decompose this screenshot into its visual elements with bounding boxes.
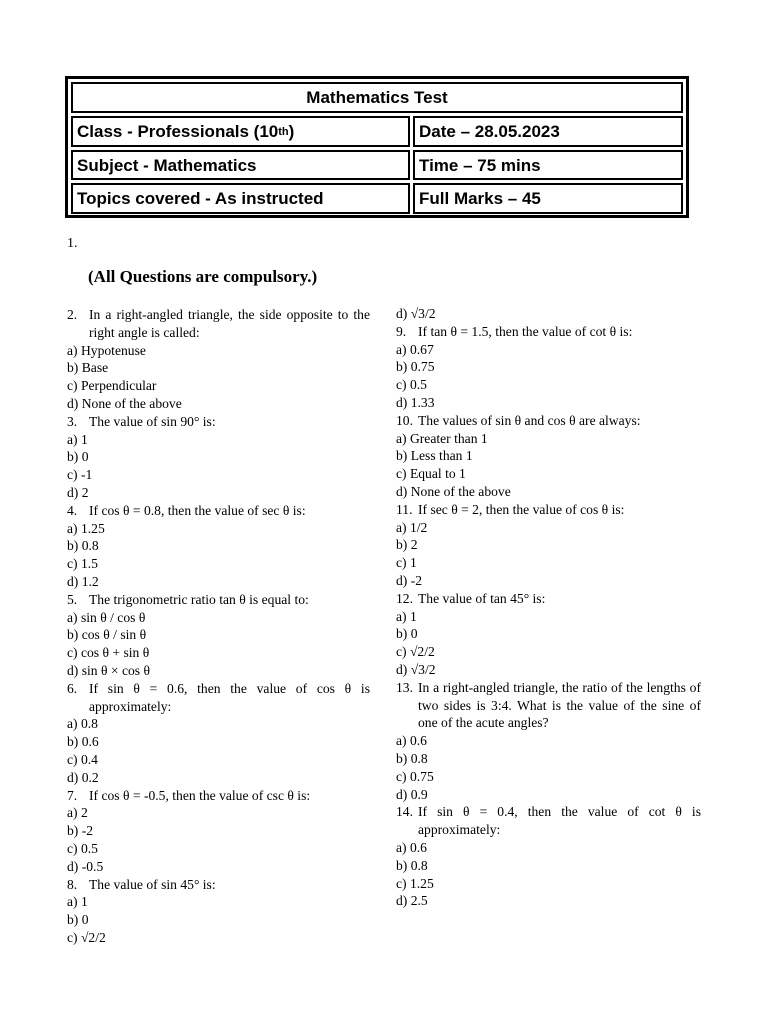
option: a) 1/2 bbox=[396, 519, 428, 535]
question-13 bbox=[396, 679, 701, 804]
option: a) Hypotenuse bbox=[67, 342, 146, 358]
option: b) 0 bbox=[396, 626, 418, 642]
question-number: 7. bbox=[67, 787, 78, 803]
option: d) 2 bbox=[67, 484, 89, 500]
option: a) 1 bbox=[67, 894, 88, 910]
option: b) 0.8 bbox=[396, 857, 428, 873]
option: d) 2.5 bbox=[396, 893, 428, 909]
question-14 bbox=[396, 803, 701, 910]
question-number: 14. bbox=[396, 804, 413, 820]
question-number: 13. bbox=[396, 679, 413, 695]
option: c) 1.25 bbox=[396, 875, 434, 891]
question-number: 4. bbox=[67, 502, 78, 518]
option: b) 0 bbox=[67, 449, 89, 465]
question-number: 9. bbox=[396, 323, 407, 339]
question-12 bbox=[396, 590, 701, 679]
option: b) Less than 1 bbox=[396, 448, 473, 464]
full-marks-cell: Full Marks – 45 bbox=[413, 183, 683, 214]
option: c) 0.75 bbox=[396, 768, 434, 784]
option: b) Base bbox=[67, 360, 109, 376]
question-text: The value of sin 45° is: bbox=[89, 876, 216, 892]
option: d) -0.5 bbox=[67, 858, 104, 874]
option: d) None of the above bbox=[396, 483, 511, 499]
question-text: If sin θ = 0.6, then the value of cos θ is approximately: bbox=[89, 680, 370, 714]
option: d) None of the above bbox=[67, 395, 182, 411]
question-7 bbox=[67, 787, 370, 876]
option: a) 0.8 bbox=[67, 716, 98, 732]
left-question-column bbox=[67, 306, 370, 947]
question-8 bbox=[67, 876, 370, 947]
question-number: 5. bbox=[67, 591, 78, 607]
test-title: Mathematics Test bbox=[71, 82, 683, 113]
question-6 bbox=[67, 680, 370, 787]
question-text: The value of sin 90° is: bbox=[89, 413, 216, 429]
question-text: If sin θ = 0.4, then the value of cot θ is approximately: bbox=[418, 804, 701, 838]
question-3 bbox=[67, 413, 370, 502]
time-cell: Time – 75 mins bbox=[413, 150, 683, 180]
question-number: 2. bbox=[67, 307, 78, 322]
option: d) sin θ × cos θ bbox=[67, 662, 150, 678]
question-text: If tan θ = 1.5, then the value of cot θ is: bbox=[418, 323, 633, 339]
option: d) 1.2 bbox=[67, 573, 99, 589]
option: b) 0.8 bbox=[396, 750, 428, 766]
right-question-column bbox=[396, 305, 701, 910]
class-close: ) bbox=[288, 122, 295, 141]
question-text: If cos θ = -0.5, then the value of csc θ is: bbox=[89, 787, 311, 803]
question-text: The trigonometric ratio tan θ is equal to: bbox=[89, 591, 309, 607]
question-number: 6. bbox=[67, 680, 78, 696]
option: a) 2 bbox=[67, 805, 88, 821]
option: a) Greater than 1 bbox=[396, 430, 488, 446]
option: b) 0.75 bbox=[396, 359, 435, 375]
option: d) 1.33 bbox=[396, 394, 435, 410]
option: b) -2 bbox=[67, 823, 94, 839]
option: d) √3/2 bbox=[396, 306, 436, 321]
question-number-1: 1. bbox=[67, 236, 78, 251]
option: a) 1 bbox=[396, 608, 417, 624]
option: d) 0.9 bbox=[396, 786, 428, 802]
option: a) 1 bbox=[67, 431, 88, 447]
question-text: The values of sin θ and cos θ are always: bbox=[418, 412, 641, 428]
question-text: If cos θ = 0.8, then the value of sec θ is: bbox=[89, 502, 306, 518]
option: b) 0.8 bbox=[67, 538, 99, 554]
instruction-text: (All Questions are compulsory.) bbox=[88, 267, 318, 286]
question-text: If sec θ = 2, then the value of cos θ is: bbox=[418, 501, 625, 517]
question-text: The value of tan 45° is: bbox=[418, 590, 546, 606]
question-4 bbox=[67, 502, 370, 591]
question-10 bbox=[396, 412, 701, 501]
question-11 bbox=[396, 501, 701, 590]
option: b) 2 bbox=[396, 537, 418, 553]
question-number: 12. bbox=[396, 590, 413, 606]
question-text: In a right-angled triangle, the ratio of the lengths of two sides is 3:4. What is the value of the sine of one of the acute angles? bbox=[418, 679, 701, 731]
option: a) 1.25 bbox=[67, 520, 105, 536]
question-number: 3. bbox=[67, 413, 78, 429]
option: a) 0.6 bbox=[396, 733, 427, 749]
question-number: 8. bbox=[67, 876, 78, 892]
option: d) √3/2 bbox=[396, 661, 436, 677]
class-cell: Class - Professionals (10 th ) bbox=[71, 116, 410, 147]
option: c) Equal to 1 bbox=[396, 466, 466, 482]
question-5 bbox=[67, 591, 370, 680]
option: c) Perpendicular bbox=[67, 378, 157, 394]
option: a) 0.67 bbox=[396, 341, 434, 357]
option: c) 0.5 bbox=[396, 377, 427, 393]
option: c) 0.4 bbox=[67, 751, 98, 767]
option: c) √2/2 bbox=[396, 644, 435, 660]
question-number: 11. bbox=[396, 501, 413, 517]
option: d) 0.2 bbox=[67, 769, 99, 785]
option: c) 0.5 bbox=[67, 840, 98, 856]
question-number: 10. bbox=[396, 412, 413, 428]
option: a) sin θ / cos θ bbox=[67, 609, 146, 625]
class-label: Class - Professionals (10 bbox=[77, 122, 279, 141]
option: c) 1 bbox=[396, 555, 417, 571]
option: c) √2/2 bbox=[67, 929, 106, 945]
option: c) 1.5 bbox=[67, 556, 98, 572]
option: b) 0.6 bbox=[67, 734, 99, 750]
question-9 bbox=[396, 323, 701, 412]
header-table bbox=[65, 76, 689, 218]
option: b) 0 bbox=[67, 912, 89, 928]
option: c) -1 bbox=[67, 467, 93, 483]
option: b) cos θ / sin θ bbox=[67, 627, 147, 643]
topics-cell: Topics covered - As instructed bbox=[71, 183, 410, 214]
subject-cell: Subject - Mathematics bbox=[71, 150, 410, 180]
date-cell: Date – 28.05.2023 bbox=[413, 116, 683, 147]
question-text: In a right-angled triangle, the side opposite to the right angle is called: bbox=[89, 307, 370, 340]
question-2 bbox=[67, 306, 370, 413]
option: d) -2 bbox=[396, 572, 423, 588]
option: c) cos θ + sin θ bbox=[67, 645, 150, 661]
option: a) 0.6 bbox=[396, 839, 427, 855]
